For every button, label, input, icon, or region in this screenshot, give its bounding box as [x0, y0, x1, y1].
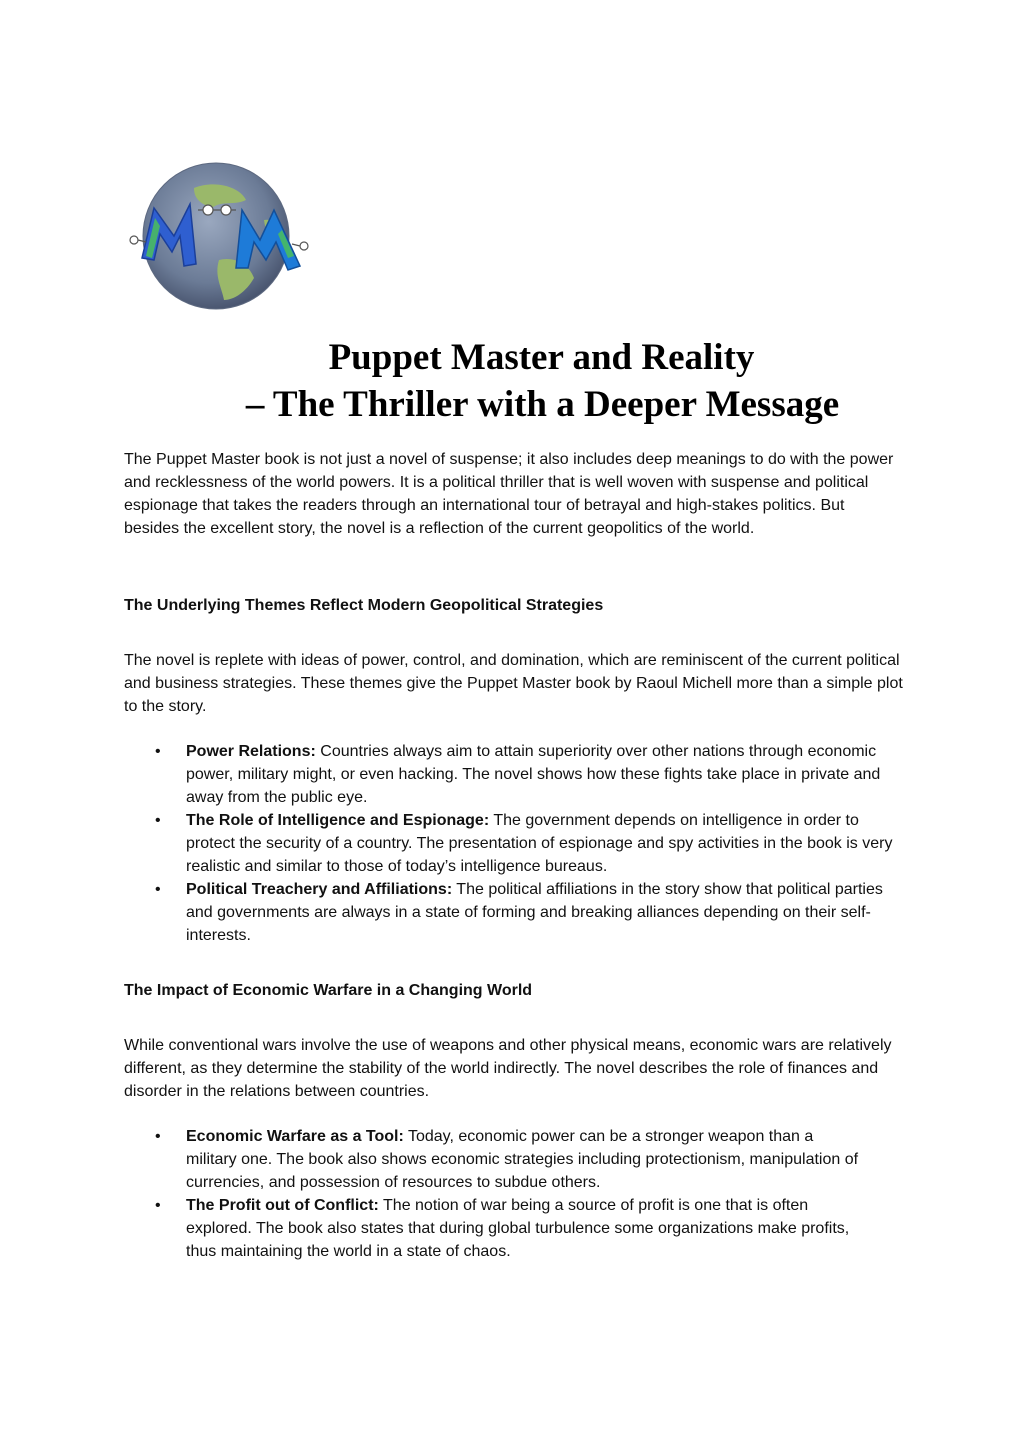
bullet-label: The Role of Intelligence and Espionage:: [186, 812, 490, 829]
bullet-label: Power Relations:: [186, 743, 316, 760]
bullet-icon: •: [155, 1197, 161, 1214]
intro-paragraph: The Puppet Master book is not just a novel of suspense; it also includes deep meanings to do with the power and recklessness of the world powers. It is a political thriller that is well woven with suspense and political espionage that takes the readers through an international tour of betrayal and high-stakes politics. But besides the excellent story, the novel is a reflection of the current geopolitics of the world.: [124, 451, 894, 537]
bullet-text: The notion of war being a source of profit is one that is often explored. The book also states that during global turbulence some organizations make profits, thus maintaining the world in a state of chaos.: [186, 1197, 850, 1260]
bullet-icon: •: [155, 812, 161, 829]
bullet-text: Today, economic power can be a stronger weapon than a military one. The book also shows economic strategies including protectionism, manipulation of currencies, and possession of resources to subdue others.: [186, 1128, 859, 1191]
bullet-text: The political affiliations in the story show that political parties and governments are always in a state of forming and breaking alliances depending on their self-interests.: [186, 881, 883, 944]
list-item: [124, 740, 899, 809]
page-title: [0, 334, 1023, 428]
list-item: [124, 1125, 864, 1194]
bullet-text: The government depends on intelligence in order to protect the security of a country. The presentation of espionage and spy activities in the book is very realistic and similar to those of today’s intelligence bureaus.: [186, 812, 893, 875]
section-1-heading: The Underlying Themes Reflect Modern Geopolitical Strategies: [124, 597, 604, 614]
section-1-bullet-list: [124, 740, 899, 947]
bullet-icon: •: [155, 743, 161, 760]
bullet-text: Countries always aim to attain superiority over other nations through economic power, military might, or even hacking. The novel shows how these fights take place in private and away from the public eye.: [186, 743, 881, 806]
title-line-2: – The Thriller with a Deeper Message: [245, 384, 840, 425]
section-1-paragraph: The novel is replete with ideas of power, control, and domination, which are reminiscent of the current political and business strategies. These themes give the Puppet Master book by Raoul Michell more than a simple plot to the story.: [124, 652, 903, 715]
section-2-bullet-list: [124, 1125, 864, 1263]
globe-mm-logo: [124, 160, 310, 312]
intro-paragraph-block: [124, 448, 904, 540]
list-item: [124, 878, 899, 947]
bullet-label: The Profit out of Conflict:: [186, 1197, 379, 1214]
section-2-heading: The Impact of Economic Warfare in a Changing World: [124, 982, 533, 999]
list-item: [124, 1194, 864, 1263]
bullet-icon: •: [155, 881, 161, 898]
section-2-paragraph: While conventional wars involve the use of weapons and other physical means, economic wars are relatively different, as they determine the stability of the world indirectly. The novel describes the role of finances and disorder in the relations between countries.: [124, 1037, 892, 1100]
bullet-label: Political Treachery and Affiliations:: [186, 881, 453, 898]
bullet-icon: •: [155, 1128, 161, 1145]
bullet-label: Economic Warfare as a Tool:: [186, 1128, 404, 1145]
list-item: [124, 809, 899, 878]
title-line-1: Puppet Master and Reality: [328, 337, 755, 378]
